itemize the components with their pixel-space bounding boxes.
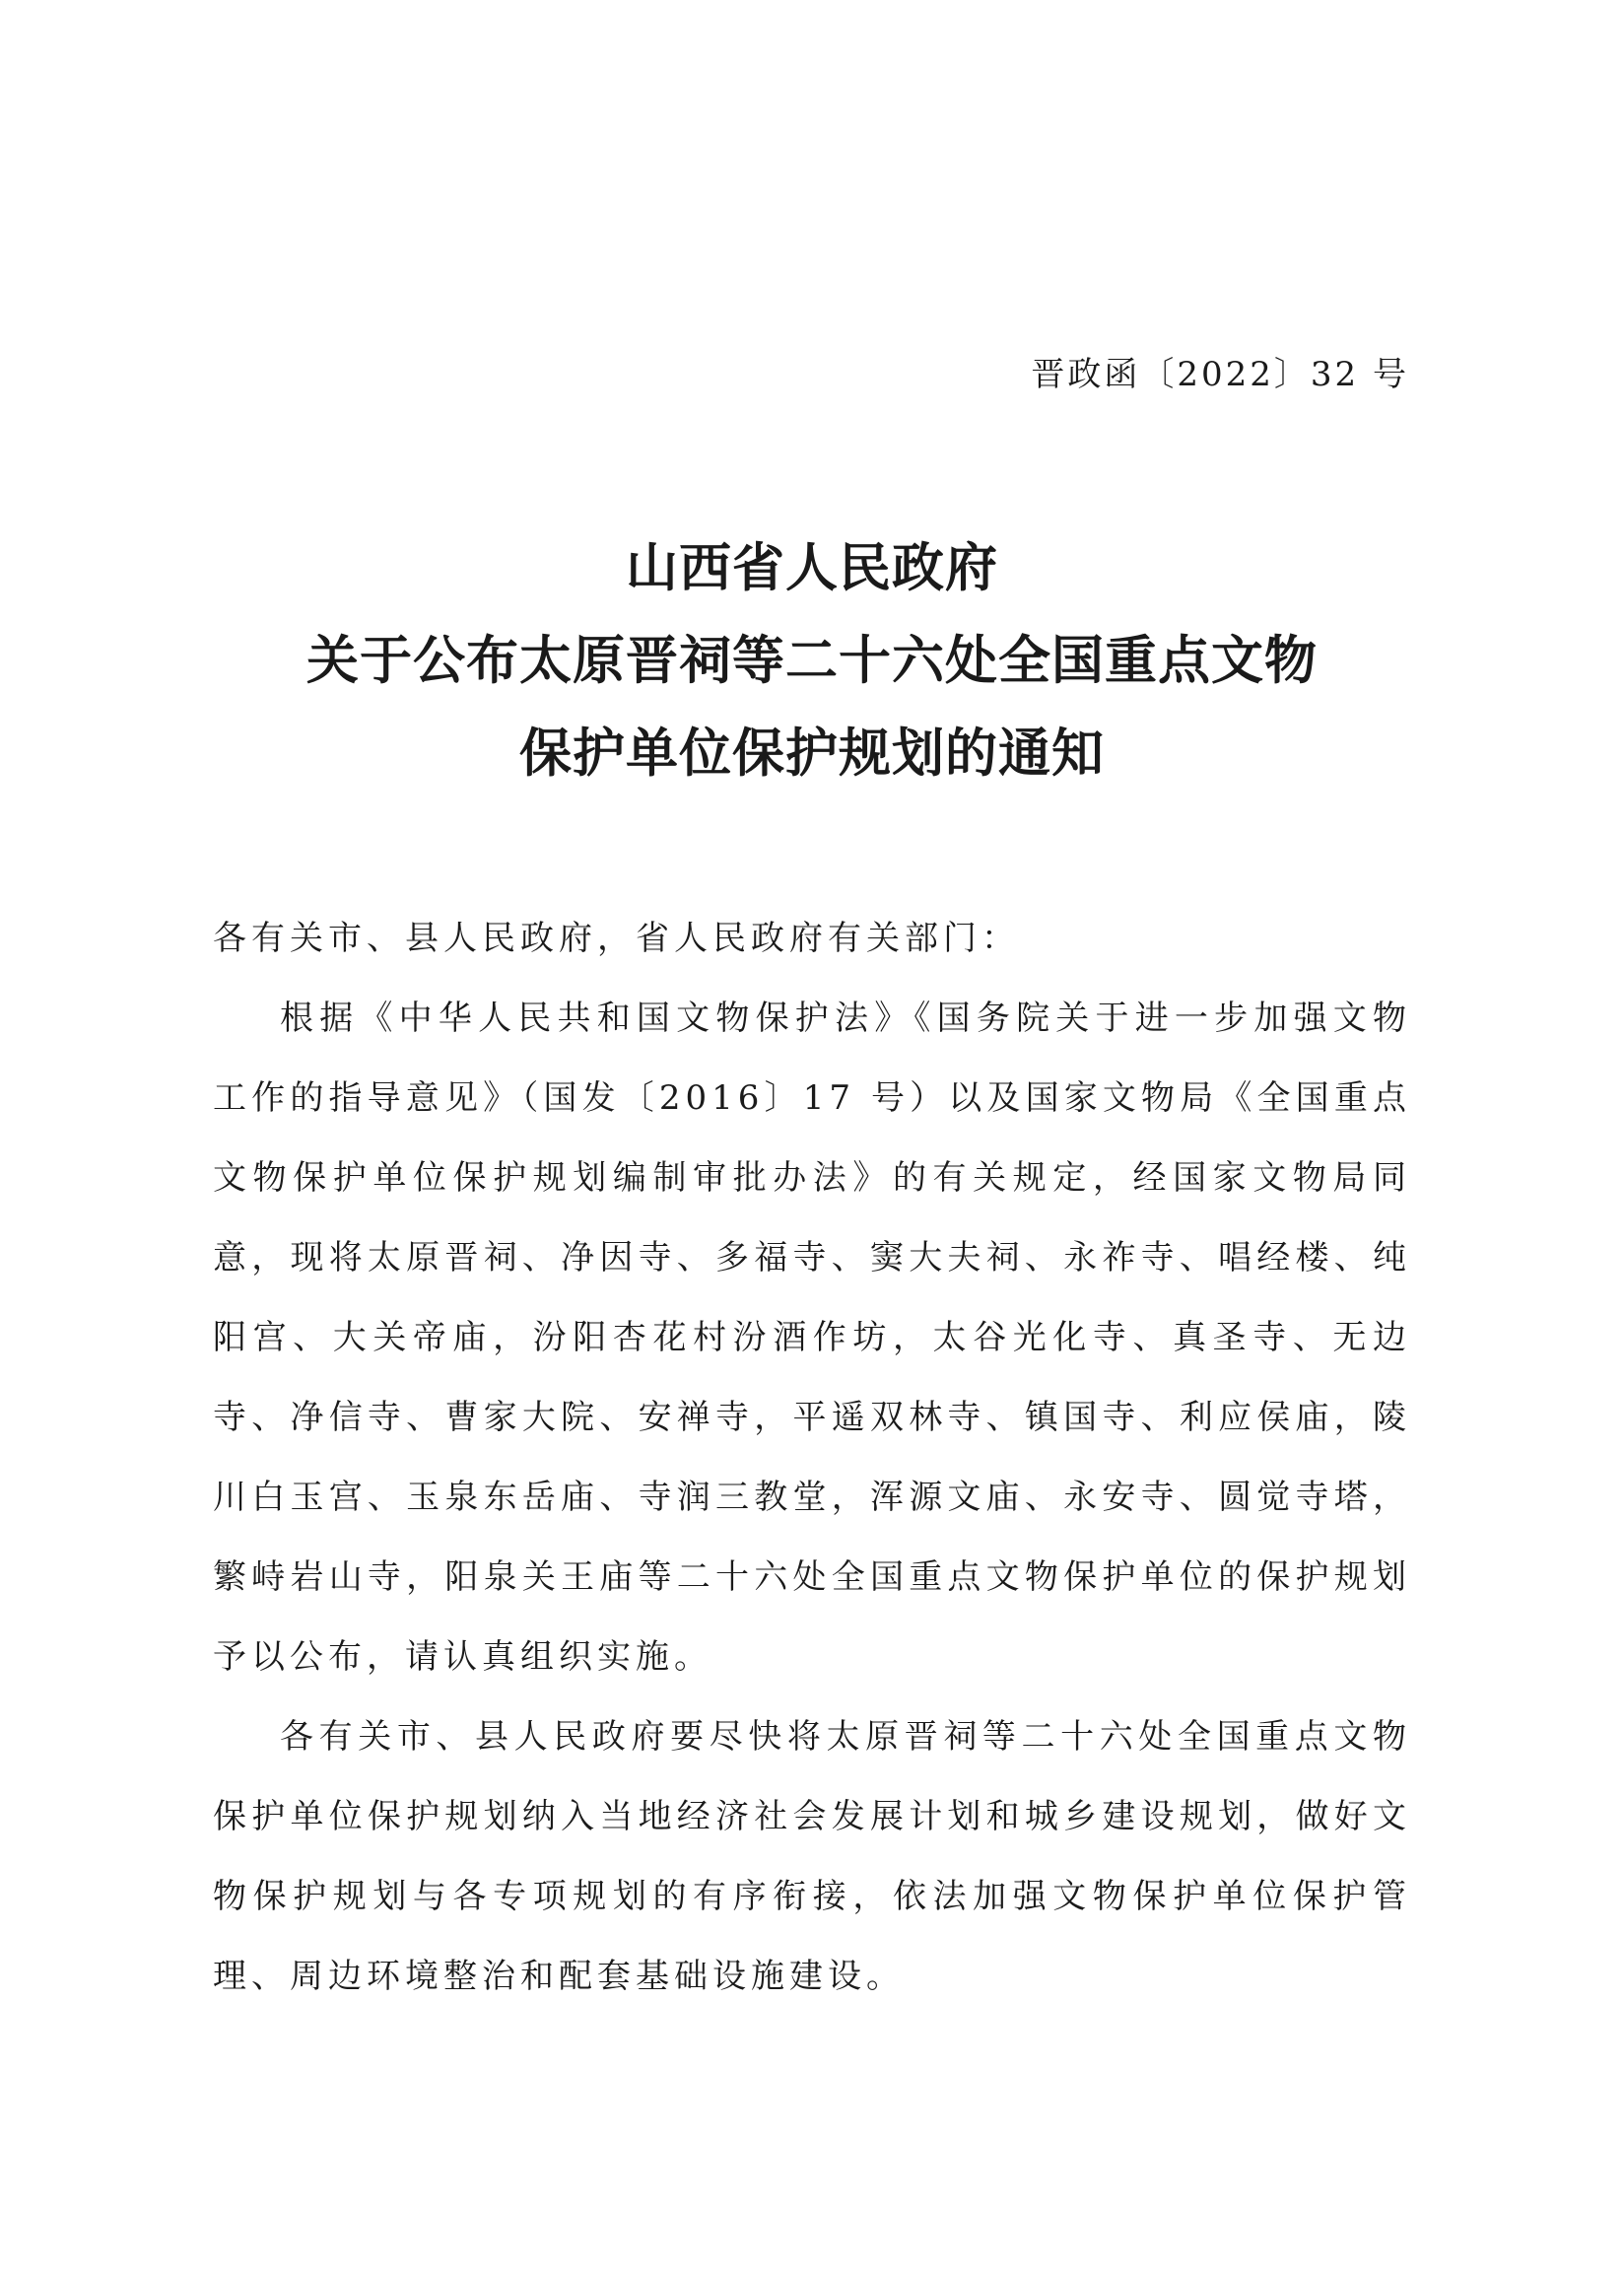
document-body xyxy=(213,899,1411,2017)
body-paragraph: 各有关市、县人民政府要尽快将太原晋祠等二十六处全国重点文物保护单位保护规划纳入当地经济社会发展计划和城乡建设规划，做好文物保护规划与各专项规划的有序衔接，依法加强文物保护单位保护管理、周边环境整治和配套基础设施建设。 xyxy=(213,1717,1411,1996)
document-number: 晋政函〔2022〕32 号 xyxy=(1031,355,1409,394)
title-line-issuer: 山西省人民政府 xyxy=(626,538,998,598)
body-paragraph: 根据《中华人民共和国文物保护法》《国务院关于进一步加强文物工作的指导意见》（国发〔2016〕17 号）以及国家文物局《全国重点文物保护单位保护规划编制审批办法》的有关规定，经国家文物局同意，现将太原晋祠、净因寺、多福寺、窦大夫祠、永祚寺、唱经楼、纯阳宫、大关帝庙，汾阳杏花村汾酒作坊，太谷光化寺、真圣寺、无边寺、净信寺、曹家大院、安禅寺，平遥双林寺、镇国寺、利应侯庙，陵川白玉宫、玉泉东岳庙、寺润三教堂，浑源文庙、永安寺、圆觉寺塔，繁峙岩山寺，阳泉关王庙等二十六处全国重点文物保护单位的保护规划予以公布，请认真组织实施。 xyxy=(213,999,1411,1677)
salutation: 各有关市、县人民政府，省人民政府有关部门： xyxy=(213,919,1020,958)
title-line-subject-cont: 保护单位保护规划的通知 xyxy=(519,724,1105,784)
title-line-subject: 关于公布太原晋祠等二十六处全国重点文物 xyxy=(306,631,1318,691)
document-title xyxy=(0,522,1624,800)
